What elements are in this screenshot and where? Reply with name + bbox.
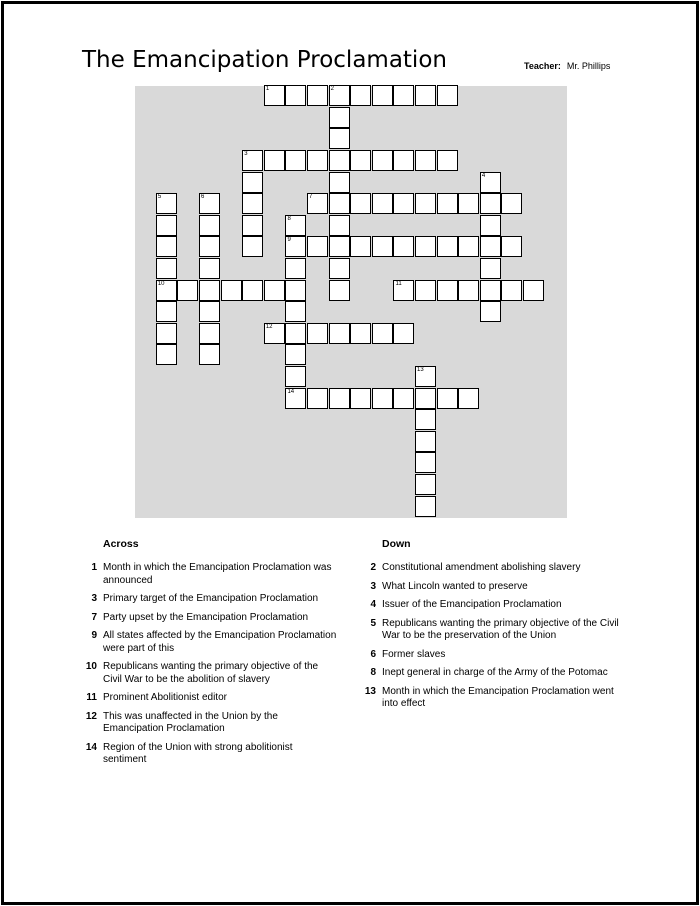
grid-cell[interactable] (285, 323, 306, 344)
grid-cell[interactable] (437, 236, 458, 257)
grid-cell[interactable] (307, 388, 328, 409)
clue-text: This was unaffected in the Union by the Emancipation Proclamation (103, 710, 278, 734)
clue-text: All states affected by the Emancipation Proclamation were part of this (103, 630, 337, 654)
grid-cell-number: 1 (265, 86, 270, 93)
grid-cell-number: 7 (309, 194, 313, 201)
grid-cell[interactable] (458, 193, 479, 214)
grid-cell-number: 3 (244, 151, 248, 158)
clue-text: Region of the Union with strong abolitionist sentiment (103, 741, 293, 765)
crossword-grid (135, 86, 567, 518)
clue-number: 4 (370, 599, 376, 610)
grid-cell[interactable] (480, 258, 501, 279)
grid-cell[interactable] (437, 388, 458, 409)
clue-number: 14 (85, 741, 97, 753)
grid-cell-number: 8 (287, 215, 291, 222)
grid-cell[interactable] (501, 193, 522, 214)
grid-cell[interactable] (242, 172, 263, 193)
grid-cell[interactable] (350, 85, 371, 106)
across-clue-item (83, 593, 338, 606)
grid-cell[interactable] (264, 85, 285, 106)
grid-cell-number: 13 (417, 367, 424, 374)
clue-number: 10 (85, 661, 97, 672)
grid-cell[interactable] (480, 172, 501, 193)
grid-cell[interactable] (285, 215, 306, 236)
grid-cell[interactable] (221, 280, 242, 301)
grid-cell[interactable] (415, 452, 436, 473)
grid-cell[interactable] (285, 236, 306, 257)
grid-cell[interactable] (372, 323, 393, 344)
grid-cell[interactable] (307, 193, 328, 214)
grid-cell-number: 6 (201, 194, 205, 201)
grid-cell[interactable] (437, 280, 458, 301)
grid-cell[interactable] (350, 388, 371, 409)
clue-number: 12 (85, 710, 97, 722)
down-clue-item (362, 581, 622, 594)
clue-number: 1 (91, 562, 97, 573)
grid-cell[interactable] (156, 258, 177, 279)
grid-cell[interactable] (350, 150, 371, 171)
grid-cell-number: 4 (481, 172, 486, 179)
grid-cell-number: 5 (157, 194, 162, 201)
grid-cell[interactable] (177, 280, 198, 301)
grid-cell[interactable] (415, 85, 436, 106)
grid-cell[interactable] (415, 366, 436, 387)
grid-cell[interactable] (372, 236, 393, 257)
across-clue-item (83, 742, 338, 767)
down-clues (362, 538, 622, 717)
clue-number: 8 (370, 667, 376, 678)
grid-cell[interactable] (458, 236, 479, 257)
grid-cell[interactable] (415, 474, 436, 495)
grid-cell[interactable] (199, 344, 220, 365)
clue-text: Constitutional amendment abolishing slavery (382, 562, 581, 573)
grid-cell[interactable] (199, 236, 220, 257)
down-clue-item (362, 649, 622, 662)
grid-cell[interactable] (264, 280, 285, 301)
grid-cell-number: 14 (287, 388, 295, 395)
grid-cell[interactable] (242, 236, 263, 257)
grid-cell[interactable] (415, 236, 436, 257)
grid-cell[interactable] (329, 172, 350, 193)
grid-cell[interactable] (329, 323, 350, 344)
grid-cell[interactable] (285, 85, 306, 106)
grid-cell[interactable] (523, 280, 544, 301)
grid-cell[interactable] (480, 236, 501, 257)
grid-cell[interactable] (501, 280, 522, 301)
grid-cell[interactable] (199, 301, 220, 322)
grid-cell[interactable] (480, 280, 501, 301)
down-clue-item (362, 667, 622, 680)
grid-cell[interactable] (199, 280, 220, 301)
grid-cell[interactable] (350, 236, 371, 257)
grid-cell[interactable] (372, 150, 393, 171)
grid-cell[interactable] (372, 85, 393, 106)
grid-cell[interactable] (415, 409, 436, 430)
grid-cell[interactable] (156, 236, 177, 257)
clue-text: What Lincoln wanted to preserve (382, 580, 528, 592)
grid-cell[interactable] (393, 150, 414, 171)
clue-text: Republicans wanting the primary objective of the Civil War to be the abolition of slavery (103, 661, 319, 685)
clue-number: 11 (86, 692, 97, 703)
across-clue-item (83, 562, 338, 587)
grid-cell[interactable] (199, 193, 220, 214)
across-clue-item (83, 661, 338, 686)
grid-cell[interactable] (350, 323, 371, 344)
grid-cell[interactable] (437, 85, 458, 106)
grid-cell-number: 2 (330, 86, 334, 93)
grid-cell[interactable] (415, 280, 436, 301)
across-clue-item (83, 711, 338, 736)
clue-text: Month in which the Emancipation Proclamation was announced (103, 562, 332, 586)
down-clue-item (362, 562, 622, 575)
clue-number: 7 (91, 611, 97, 623)
grid-cell[interactable] (242, 215, 263, 236)
grid-cell[interactable] (393, 280, 414, 301)
grid-cell[interactable] (480, 193, 501, 214)
grid-cell[interactable] (329, 107, 350, 128)
grid-cell[interactable] (285, 280, 306, 301)
grid-cell[interactable] (264, 323, 285, 344)
clue-number: 3 (370, 580, 376, 592)
grid-cell[interactable] (156, 215, 177, 236)
clue-text: Party upset by the Emancipation Proclamation (103, 611, 309, 623)
page-title: The Emancipation Proclamation (82, 47, 447, 73)
clue-text: Former slaves (382, 648, 446, 660)
grid-cell[interactable] (156, 193, 177, 214)
grid-cell[interactable] (285, 388, 306, 409)
down-heading: Down (382, 538, 411, 550)
grid-cell[interactable] (501, 236, 522, 257)
grid-cell[interactable] (264, 150, 285, 171)
across-clues (83, 538, 338, 773)
grid-cell[interactable] (285, 258, 306, 279)
grid-cell[interactable] (307, 236, 328, 257)
grid-cell[interactable] (415, 150, 436, 171)
grid-cell[interactable] (156, 280, 177, 301)
grid-cell[interactable] (242, 280, 263, 301)
grid-cell[interactable] (329, 388, 350, 409)
grid-cell-number: 11 (395, 280, 402, 287)
clue-number: 9 (91, 630, 97, 641)
grid-cell[interactable] (372, 388, 393, 409)
grid-cell[interactable] (199, 258, 220, 279)
grid-cell[interactable] (458, 280, 479, 301)
across-heading: Across (103, 538, 139, 550)
grid-cell[interactable] (458, 388, 479, 409)
grid-cell[interactable] (393, 193, 414, 214)
clue-number: 13 (364, 685, 376, 697)
grid-cell[interactable] (329, 85, 350, 106)
grid-cell[interactable] (393, 85, 414, 106)
teacher-line (524, 61, 610, 71)
grid-cell[interactable] (393, 236, 414, 257)
grid-cell[interactable] (350, 193, 371, 214)
grid-cell[interactable] (329, 215, 350, 236)
grid-cell[interactable] (199, 323, 220, 344)
grid-cell-number: 12 (265, 323, 273, 330)
clue-text: Inept general in charge of the Army of the Potomac (382, 667, 608, 678)
grid-cell[interactable] (329, 193, 350, 214)
down-clue-item (362, 686, 622, 711)
grid-cell[interactable] (307, 323, 328, 344)
down-clue-item (362, 599, 622, 612)
grid-cell[interactable] (329, 128, 350, 149)
grid-cell[interactable] (393, 323, 414, 344)
grid-cell[interactable] (329, 236, 350, 257)
grid-cell[interactable] (285, 301, 306, 322)
clue-number: 3 (91, 593, 97, 604)
grid-cell[interactable] (415, 193, 436, 214)
grid-cell[interactable] (285, 366, 306, 387)
grid-cell[interactable] (393, 388, 414, 409)
grid-cell[interactable] (329, 258, 350, 279)
clue-text: Month in which the Emancipation Proclamation went into effect (382, 685, 614, 709)
clue-number: 2 (370, 562, 376, 573)
grid-cell[interactable] (329, 280, 350, 301)
grid-cell[interactable] (285, 344, 306, 365)
grid-cell[interactable] (437, 193, 458, 214)
grid-cell[interactable] (156, 301, 177, 322)
grid-cell[interactable] (307, 85, 328, 106)
grid-cell[interactable] (480, 301, 501, 322)
clue-number: 6 (370, 648, 376, 660)
grid-cell[interactable] (480, 215, 501, 236)
grid-cell-number: 9 (287, 237, 291, 244)
across-clue-item (83, 630, 338, 655)
grid-cell[interactable] (156, 344, 177, 365)
grid-cell[interactable] (199, 215, 220, 236)
grid-cell[interactable] (329, 150, 350, 171)
clue-text: Republicans wanting the primary objective of the Civil War to be the preservation of the Union (382, 617, 619, 641)
across-clue-item (83, 612, 338, 625)
clue-number: 5 (370, 617, 376, 629)
grid-cell[interactable] (372, 193, 393, 214)
grid-cell-number: 10 (157, 280, 165, 287)
grid-cell[interactable] (242, 193, 263, 214)
across-clue-item (83, 692, 338, 705)
grid-cell[interactable] (415, 431, 436, 452)
grid-cell[interactable] (242, 150, 263, 171)
grid-cell[interactable] (415, 496, 436, 517)
clue-text: Prominent Abolitionist editor (103, 692, 227, 703)
grid-cell[interactable] (437, 150, 458, 171)
grid-cell[interactable] (156, 323, 177, 344)
teacher-name: Mr. Phillips (566, 61, 611, 71)
down-clue-item (362, 618, 622, 643)
grid-cell[interactable] (415, 388, 436, 409)
clue-text: Issuer of the Emancipation Proclamation (382, 599, 562, 610)
grid-cell[interactable] (307, 150, 328, 171)
teacher-label: Teacher: (524, 61, 561, 71)
clue-text: Primary target of the Emancipation Proclamation (103, 593, 319, 604)
grid-cell[interactable] (285, 150, 306, 171)
